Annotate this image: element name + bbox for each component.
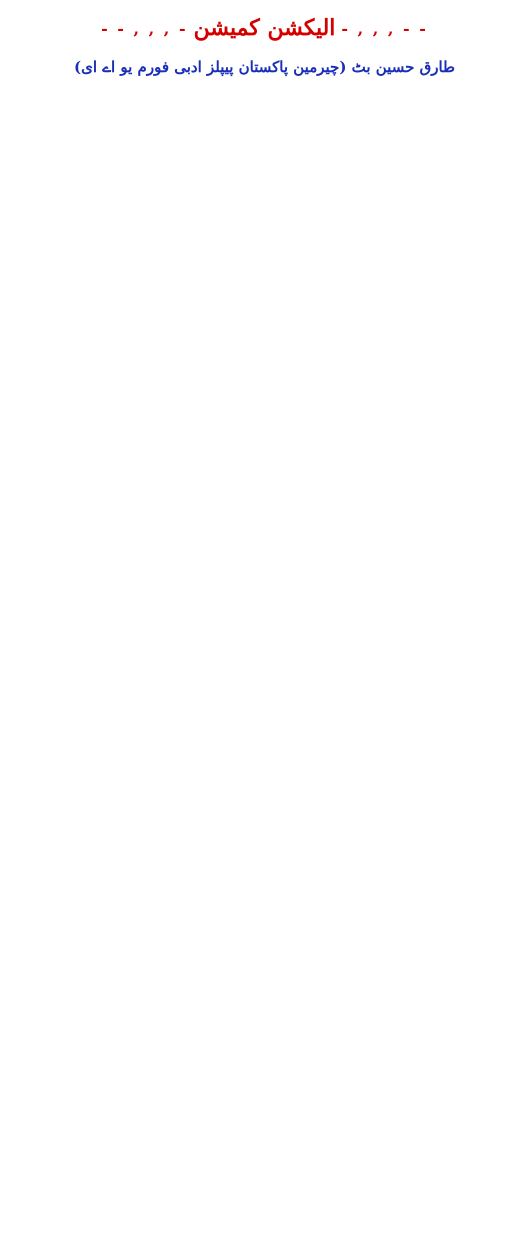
article-title-row: [6, 8, 523, 48]
title-decoration-right: - , , , - -: [341, 18, 428, 38]
article-body: [6, 97, 523, 1248]
article-paragraph: [6, 97, 523, 1025]
author-byline: طارق حسین بٹ (چیرمین پاکستان پیپلز ادبی فورم یو اے ای): [74, 58, 455, 76]
title-decoration-left: - - , , , -: [101, 18, 188, 38]
article-paragraph: [6, 1038, 523, 1248]
article-title: الیکشن کمیشن: [193, 15, 336, 41]
